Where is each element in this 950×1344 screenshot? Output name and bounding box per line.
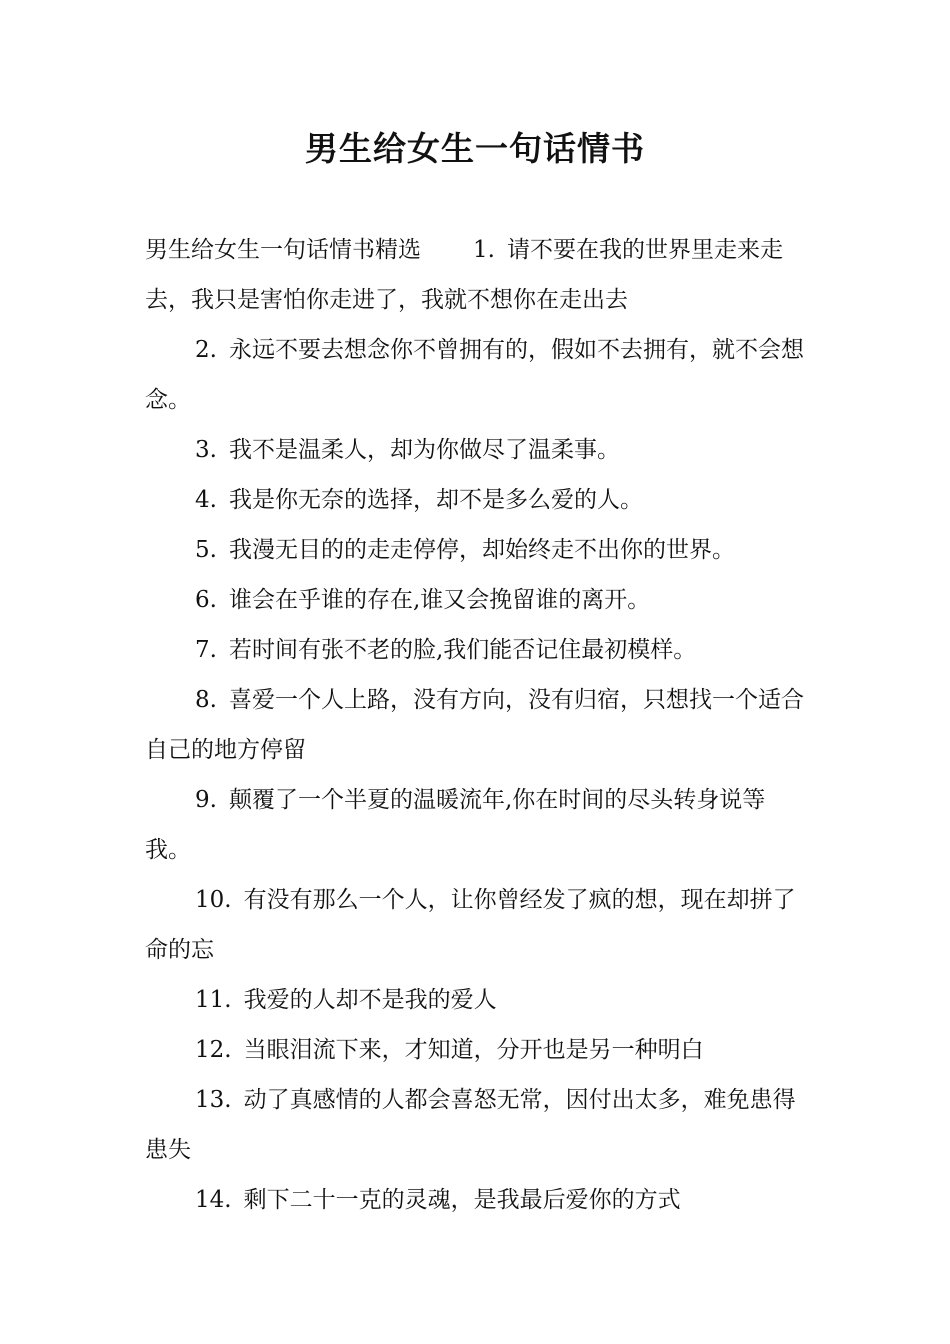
list-item xyxy=(145,775,807,875)
item-text: 剩下二十一克的灵魂，是我最后爱你的方式 xyxy=(243,1187,681,1213)
intro-paragraph xyxy=(145,225,807,325)
item-number: 9. xyxy=(195,787,217,813)
item-text: 谁会在乎谁的存在,谁又会挽留谁的离开。 xyxy=(228,587,651,613)
item-text: 若时间有张不老的脸,我们能否记住最初模样。 xyxy=(228,637,697,663)
list-item xyxy=(145,675,807,775)
list-item xyxy=(145,425,807,475)
item-text: 请不要在我的世界里走来走去，我只是害怕你走进了，我就不想你在走出去 xyxy=(145,237,783,313)
item-text: 我漫无目的的走走停停，却始终走不出你的世界。 xyxy=(228,537,735,563)
list-item xyxy=(145,1075,807,1175)
item-number: 3. xyxy=(195,437,217,463)
item-text: 喜爱一个人上路，没有方向，没有归宿，只想找一个适合自己的地方停留 xyxy=(145,687,804,763)
item-number: 8. xyxy=(195,687,217,713)
list-item xyxy=(145,975,807,1025)
item-text: 永远不要去想念你不曾拥有的，假如不去拥有，就不会想念。 xyxy=(145,337,804,413)
item-text: 我不是温柔人，却为你做尽了温柔事。 xyxy=(228,437,620,463)
item-text: 当眼泪流下来，才知道，分开也是另一种明白 xyxy=(243,1037,704,1063)
item-text: 有没有那么一个人，让你曾经发了疯的想，现在却拼了命的忘 xyxy=(145,887,796,963)
item-text: 颠覆了一个半夏的温暖流年,你在时间的尽头转身说等我。 xyxy=(145,787,766,863)
list-item xyxy=(145,325,807,425)
document-body xyxy=(145,225,807,1225)
item-number: 14. xyxy=(195,1187,232,1213)
item-text: 我是你无奈的选择，却不是多么爱的人。 xyxy=(228,487,643,513)
list-item xyxy=(145,475,807,525)
page-title: 男生给女生一句话情书 xyxy=(305,129,645,168)
item-number: 13. xyxy=(195,1087,232,1113)
list-item xyxy=(145,575,807,625)
item-number: 12. xyxy=(195,1037,232,1063)
item-text: 我爱的人却不是我的爱人 xyxy=(243,987,497,1013)
item-number: 2. xyxy=(195,337,217,363)
item-number: 11. xyxy=(195,987,232,1013)
item-number: 10. xyxy=(195,887,232,913)
list-item xyxy=(145,1175,807,1225)
item-number: 7. xyxy=(195,637,217,663)
intro-lead: 男生给女生一句话情书精选 xyxy=(145,237,421,263)
item-number: 6. xyxy=(195,587,217,613)
list-item xyxy=(145,625,807,675)
list-item xyxy=(145,1025,807,1075)
item-text: 动了真感情的人都会喜怒无常，因付出太多，难免患得患失 xyxy=(145,1087,796,1163)
list-item xyxy=(145,875,807,975)
item-number: 1. xyxy=(473,237,495,263)
item-number: 4. xyxy=(195,487,217,513)
list-item xyxy=(145,525,807,575)
item-number: 5. xyxy=(195,537,217,563)
